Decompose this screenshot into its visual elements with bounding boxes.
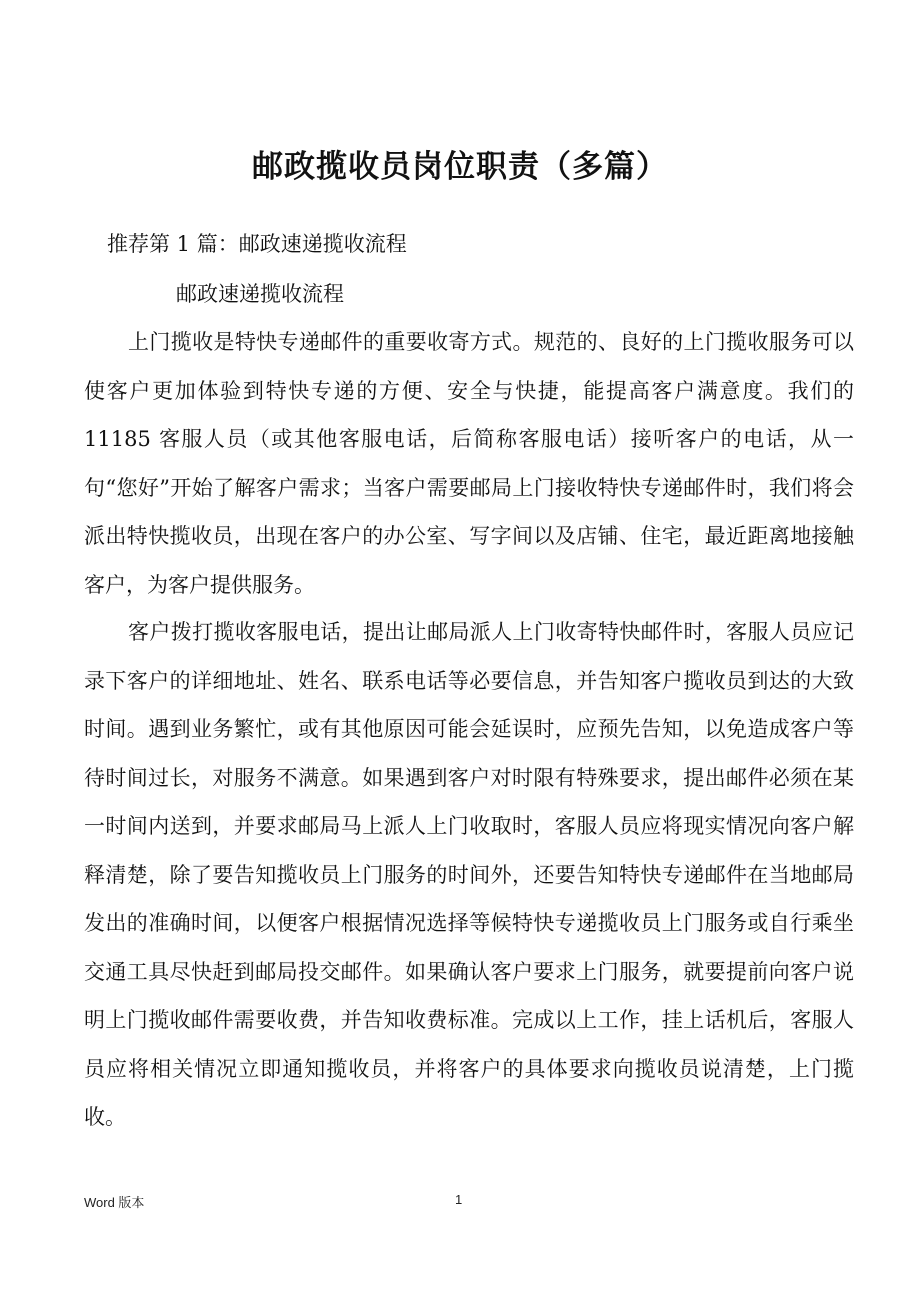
footer-label: Word 版本 (84, 1195, 145, 1210)
recommendation-subtitle: 推荐第 1 篇：邮政速递揽收流程 (107, 232, 407, 256)
page-number: 1 (455, 1192, 463, 1207)
section-heading: 邮政速递揽收流程 (176, 282, 344, 306)
body-paragraph: 客户拨打揽收客服电话，提出让邮局派人上门收寄特快邮件时，客服人员应记录下客户的详细地址、姓名、联系电话等必要信息，并告知客户揽收员到达的大致时间。遇到业务繁忙，或有其他原因可能会延误时，应预先告知，以免造成客户等待时间过长，对服务不满意。如果遇到客户对时限有特殊要求，提出邮件必须在某一时间内送到，并要求邮局马上派人上门收取时，客服人员应将现实情况向客户解释清楚，除了要告知揽收员上门服务的时间外，还要告知特快专递邮件在当地邮局发出的准确时间，以便客户根据情况选择等候特快专递揽收员上门服务或自行乘坐交通工具尽快赶到邮局投交邮件。如果确认客户要求上门服务，就要提前向客户说明上门揽收邮件需要收费，并告知收费标准。完成以上工作，挂上话机后，客服人员应将相关情况立即通知揽收员，并将客户的具体要求向揽收员说清楚，上门揽收。 (84, 620, 854, 1129)
document-title: 邮政揽收员岗位职责（多篇） (252, 149, 668, 185)
body-paragraph: 上门揽收是特快专递邮件的重要收寄方式。规范的、良好的上门揽收服务可以使客户更加体验到特快专递的方便、安全与快捷，能提高客户满意度。我们的 11185 客服人员（或其他客服电话，后简称客服电话）接听客户的电话，从一句“您好”开始了解客户需求；当客户需要邮局上门接收特快专递邮件时，我们将会派出特快揽收员，出现在客户的办公室、写字间以及店铺、住宅，最近距离地接触客户，为客户提供服务。 (84, 330, 854, 597)
